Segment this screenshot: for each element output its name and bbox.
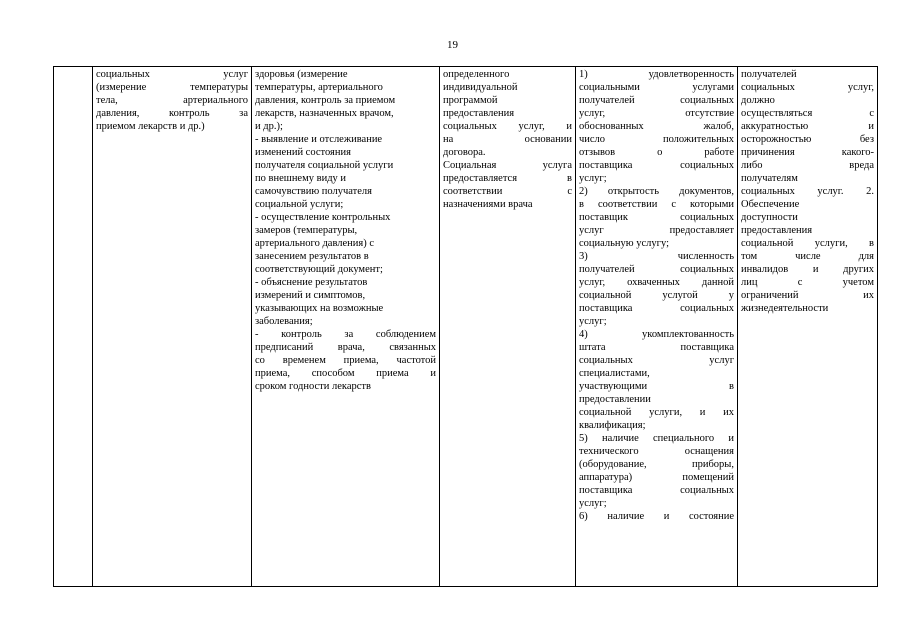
cell-line: (измерение температуры — [96, 82, 248, 93]
cell-line: жизнедеятельности — [741, 303, 829, 314]
cell-line: отзывов о работе — [579, 147, 734, 158]
cell-line: здоровья (измерение — [255, 69, 348, 80]
cell-line: указывающих на возможные — [255, 303, 384, 314]
cell-line: программой — [443, 95, 498, 106]
cell-line: аппаратура) помещений — [579, 472, 734, 483]
cell-line: доступности — [741, 212, 798, 223]
cell-line: 6) наличие и состояние — [579, 511, 734, 522]
cell-line: в соответствии с которыми — [579, 199, 734, 210]
cell-line: получателям — [741, 173, 798, 184]
cell-line: социальных услуг — [579, 355, 734, 366]
cell-line: соответствующий документ; — [255, 264, 383, 275]
cell-line: договора. — [443, 147, 486, 158]
cell-line: приемом лекарств и др.) — [96, 121, 205, 132]
cell-line: температуры, артериального — [255, 82, 383, 93]
table-cell-service-terms — [440, 67, 576, 587]
cell-line: число положительных — [579, 134, 734, 145]
cell-line: артериального давления) с — [255, 238, 375, 249]
cell-line: 2) открытость документов, — [579, 186, 734, 197]
page-number: 19 — [447, 39, 458, 51]
cell-line: причинения какого- — [741, 147, 874, 158]
cell-line: получателей социальных — [579, 95, 734, 106]
cell-line: по внешнему виду и — [255, 173, 347, 184]
cell-line: предоставлении — [579, 394, 651, 405]
cell-line: получателей социальных — [579, 264, 734, 275]
cell-line: поставщик социальных — [579, 212, 734, 223]
cell-line: штата поставщика — [579, 342, 734, 353]
cell-line: том числе для — [741, 251, 874, 262]
cell-line: соответствии с — [443, 186, 572, 197]
cell-line: предписаний врача, связанных — [255, 342, 436, 353]
cell-line: - контроль за соблюдением — [255, 329, 436, 340]
table-cell-evaluation-conditions — [738, 67, 878, 587]
cell-line: услуг; — [579, 316, 607, 327]
cell-line: поставщика социальных — [579, 303, 734, 314]
cell-line: назначениями врача — [443, 199, 533, 210]
cell-line: - выявление и отслеживание — [255, 134, 383, 145]
cell-line: социальных услуг, — [741, 82, 874, 93]
cell-line: ограничений их — [741, 290, 874, 301]
table-cell-quality-indicators — [576, 67, 738, 587]
cell-line: давления, контроль за — [96, 108, 248, 119]
cell-line: (оборудование, приборы, — [579, 459, 734, 470]
cell-line: - осуществление контрольных — [255, 212, 391, 223]
cell-line: социальных услуг. 2. — [741, 186, 874, 197]
cell-line: определенного — [443, 69, 510, 80]
cell-line: и др.); — [255, 121, 283, 132]
table-row — [54, 67, 878, 587]
cell-line: самочувствию получателя — [255, 186, 373, 197]
cell-line: поставщика социальных — [579, 485, 734, 496]
cell-line: технического оснащения — [579, 446, 734, 457]
cell-line: получателей — [741, 69, 797, 80]
cell-line: предоставления — [443, 108, 515, 119]
cell-line: социальной услугой у — [579, 290, 734, 301]
cell-line: осторожностью без — [741, 134, 874, 145]
cell-line: 1) удовлетворенность — [579, 69, 734, 80]
cell-line: заболевания; — [255, 316, 313, 327]
cell-line: Социальная услуга — [443, 160, 572, 171]
cell-line: услуг; — [579, 498, 607, 509]
cell-line: - объяснение результатов — [255, 277, 368, 288]
cell-line: 4) укомплектованность — [579, 329, 734, 340]
cell-line: со временем приема, частотой — [255, 355, 436, 366]
cell-line: социальную услугу; — [579, 238, 670, 249]
cell-line: должно — [741, 95, 775, 106]
cell-line: услуг, отсутствие — [579, 108, 734, 119]
services-table — [53, 66, 878, 587]
cell-line: услуг предоставляет — [579, 225, 734, 236]
cell-line: занесением результатов в — [255, 251, 369, 262]
cell-line: социальных услуг — [96, 69, 248, 80]
cell-line: социальными услугами — [579, 82, 734, 93]
cell-line: получателя социальной услуги — [255, 160, 394, 171]
cell-line: социальной услуги, в — [741, 238, 874, 249]
cell-line: замеров (температуры, — [255, 225, 358, 236]
cell-line: изменений состояния — [255, 147, 351, 158]
table-cell-service-description — [252, 67, 440, 587]
cell-line: услуг, охваченных данной — [579, 277, 734, 288]
cell-line: лиц с учетом — [741, 277, 874, 288]
cell-line: 3) численность — [579, 251, 734, 262]
cell-line: приема, способом приема и — [255, 368, 436, 379]
cell-line: предоставляется в — [443, 173, 572, 184]
cell-line: социальных услуг, и — [443, 121, 572, 132]
cell-line: услуг; — [579, 173, 607, 184]
cell-line: на основании — [443, 134, 572, 145]
cell-line: Обеспечение — [741, 199, 800, 210]
cell-line: индивидуальной — [443, 82, 518, 93]
cell-line: специалистами, — [579, 368, 650, 379]
table-cell-index — [54, 67, 93, 587]
cell-line: осуществляться с — [741, 108, 874, 119]
cell-line: обоснованных жалоб, — [579, 121, 734, 132]
cell-line: квалификация; — [579, 420, 646, 431]
cell-line: давления, контроль за приемом — [255, 95, 396, 106]
cell-line: аккуратностью и — [741, 121, 874, 132]
cell-line: тела, артериального — [96, 95, 248, 106]
cell-line: 5) наличие специального и — [579, 433, 734, 444]
cell-line: социальной услуги, и их — [579, 407, 734, 418]
cell-line: либо вреда — [741, 160, 874, 171]
table-cell-service-name — [93, 67, 252, 587]
cell-line: инвалидов и других — [741, 264, 874, 275]
cell-line: поставщика социальных — [579, 160, 734, 171]
cell-line: участвующими в — [579, 381, 734, 392]
cell-line: сроком годности лекарств — [255, 381, 371, 392]
cell-line: лекарств, назначенных врачом, — [255, 108, 394, 119]
cell-line: предоставления — [741, 225, 813, 236]
cell-line: социальной услуги; — [255, 199, 344, 210]
cell-line: измерений и симптомов, — [255, 290, 366, 301]
